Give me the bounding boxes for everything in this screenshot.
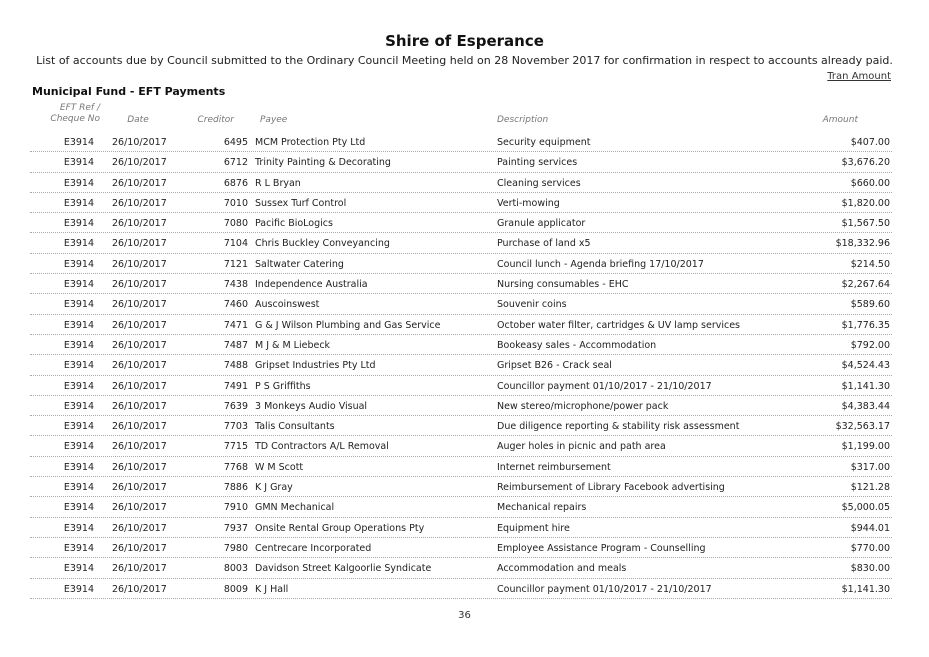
table-row: [30, 497, 892, 517]
cell-description: Verti-mowing: [497, 197, 560, 209]
cell-date: 26/10/2017: [112, 421, 167, 433]
cell-amount: $792.00: [850, 339, 890, 351]
cell-amount: $1,776.35: [841, 319, 890, 331]
table-row: [30, 254, 892, 274]
column-header-ref-line1: EFT Ref /: [59, 103, 100, 113]
cell-date: 26/10/2017: [112, 279, 167, 291]
cell-ref: E3914: [63, 299, 94, 311]
cell-ref: E3914: [63, 542, 94, 554]
cell-date: 26/10/2017: [112, 400, 167, 412]
column-header-creditor: Creditor: [197, 115, 234, 125]
cell-payee: R L Bryan: [255, 177, 301, 189]
cell-date: 26/10/2017: [112, 197, 167, 209]
cell-creditor: 7460: [223, 299, 248, 311]
cell-ref: E3914: [63, 137, 94, 148]
cell-creditor: 7010: [223, 197, 248, 209]
column-header-amount: Amount: [822, 115, 858, 125]
cell-creditor: 8003: [223, 563, 248, 575]
table-row: [30, 173, 892, 193]
cell-ref: E3914: [63, 522, 94, 534]
table-row: [30, 315, 892, 335]
cell-amount: $1,199.00: [841, 441, 890, 453]
cell-date: 26/10/2017: [112, 360, 167, 372]
cell-ref: E3914: [63, 461, 94, 473]
column-header-date: Date: [127, 115, 149, 125]
cell-date: 26/10/2017: [112, 482, 167, 494]
cell-amount: $589.60: [850, 299, 890, 311]
column-header-ref-line2: Cheque No: [50, 114, 100, 124]
cell-payee: Independence Australia: [255, 279, 368, 291]
cell-payee: TD Contractors A/L Removal: [255, 441, 389, 453]
cell-payee: K J Gray: [255, 482, 293, 494]
cell-creditor: 6712: [223, 157, 248, 169]
cell-creditor: 7471: [223, 319, 248, 331]
cell-ref: E3914: [63, 360, 94, 372]
cell-creditor: 7487: [223, 339, 248, 351]
cell-amount: $4,524.43: [841, 360, 890, 372]
cell-date: 26/10/2017: [112, 441, 167, 453]
cell-payee: Chris Buckley Conveyancing: [255, 238, 390, 250]
cell-creditor: 7104: [223, 238, 248, 250]
cell-description: Mechanical repairs: [497, 502, 587, 514]
table-row: [30, 457, 892, 477]
cell-payee: Davidson Street Kalgoorlie Syndicate: [255, 563, 432, 575]
cell-description: Councillor payment 01/10/2017 - 21/10/2017: [497, 380, 712, 392]
page-title: Shire of Esperance: [385, 32, 544, 50]
cell-ref: E3914: [63, 441, 94, 453]
cell-description: Bookeasy sales - Accommodation: [497, 339, 657, 351]
cell-ref: E3914: [63, 502, 94, 514]
table-row: [30, 477, 892, 497]
cell-description: Granule applicator: [497, 218, 586, 230]
cell-payee: Saltwater Catering: [255, 258, 344, 270]
cell-description: Painting services: [497, 157, 578, 169]
fund-heading: Municipal Fund - EFT Payments: [32, 85, 226, 98]
cell-description: Gripset B26 - Crack seal: [497, 360, 612, 372]
cell-description: New stereo/microphone/power pack: [497, 400, 669, 412]
cell-creditor: 6495: [223, 137, 248, 148]
cell-ref: E3914: [63, 380, 94, 392]
cell-payee: P S Griffiths: [255, 380, 311, 392]
cell-date: 26/10/2017: [112, 218, 167, 230]
cell-description: Council lunch - Agenda briefing 17/10/2017: [497, 258, 704, 270]
cell-payee: Gripset Industries Pty Ltd: [255, 360, 376, 372]
cell-payee: G & J Wilson Plumbing and Gas Service: [255, 319, 441, 331]
cell-creditor: 6876: [223, 177, 248, 189]
cell-amount: $660.00: [850, 177, 890, 189]
column-header-description: Description: [497, 115, 549, 125]
cell-ref: E3914: [63, 218, 94, 230]
cell-date: 26/10/2017: [112, 137, 167, 148]
cell-amount: $4,383.44: [841, 400, 890, 412]
cell-ref: E3914: [63, 279, 94, 291]
cell-ref: E3914: [63, 319, 94, 331]
table-row: [30, 355, 892, 375]
table-row: [30, 193, 892, 213]
cell-payee: Pacific BioLogics: [255, 218, 333, 230]
cell-payee: GMN Mechanical: [255, 502, 335, 514]
table-row: [30, 579, 892, 599]
column-header-ref: [32, 103, 100, 125]
cell-ref: E3914: [63, 258, 94, 270]
tran-amount-label: Tran Amount: [827, 71, 891, 82]
cell-amount: $32,563.17: [835, 421, 890, 433]
cell-date: 26/10/2017: [112, 542, 167, 554]
cell-amount: $214.50: [850, 258, 890, 270]
table-row: [30, 233, 892, 253]
cell-description: Employee Assistance Program - Counselling: [497, 542, 706, 554]
cell-creditor: 8009: [223, 583, 248, 595]
cell-creditor: 7488: [223, 360, 248, 372]
cell-amount: $18,332.96: [835, 238, 890, 250]
cell-creditor: 7080: [223, 218, 248, 230]
cell-creditor: 7703: [223, 421, 248, 433]
cell-creditor: 7910: [223, 502, 248, 514]
cell-creditor: 7980: [223, 542, 248, 554]
table-row: [30, 294, 892, 314]
cell-payee: Auscoinswest: [255, 299, 320, 311]
cell-description: Councillor payment 01/10/2017 - 21/10/2017: [497, 583, 712, 595]
cell-date: 26/10/2017: [112, 502, 167, 514]
cell-ref: E3914: [63, 197, 94, 209]
cell-ref: E3914: [63, 482, 94, 494]
cell-payee: W M Scott: [255, 461, 304, 473]
cell-date: 26/10/2017: [112, 522, 167, 534]
cell-description: Nursing consumables - EHC: [497, 279, 629, 291]
cell-date: 26/10/2017: [112, 380, 167, 392]
cell-ref: E3914: [63, 339, 94, 351]
cell-creditor: 7491: [223, 380, 248, 392]
cell-amount: $944.01: [850, 522, 890, 534]
cell-description: Reimbursement of Library Facebook advertising: [497, 482, 725, 494]
cell-payee: Talis Consultants: [255, 421, 335, 433]
cell-description: October water filter, cartridges & UV lamp services: [497, 319, 741, 331]
table-row: [30, 152, 892, 172]
cell-date: 26/10/2017: [112, 339, 167, 351]
page-subtitle: List of accounts due by Council submitted to the Ordinary Council Meeting held on 28 November 2017 for confirmation in respect to accounts already paid.: [36, 54, 893, 67]
cell-ref: E3914: [63, 177, 94, 189]
cell-payee: Onsite Rental Group Operations Pty: [255, 522, 425, 534]
cell-date: 26/10/2017: [112, 299, 167, 311]
cell-creditor: 7121: [223, 258, 248, 270]
cell-creditor: 7886: [223, 482, 248, 494]
table-row: [30, 396, 892, 416]
cell-creditor: 7438: [223, 279, 248, 291]
cell-date: 26/10/2017: [112, 319, 167, 331]
cell-payee: Sussex Turf Control: [255, 197, 347, 209]
cell-payee: MCM Protection Pty Ltd: [255, 137, 366, 148]
cell-amount: $1,141.30: [841, 380, 890, 392]
cell-amount: $2,267.64: [841, 279, 890, 291]
cell-date: 26/10/2017: [112, 461, 167, 473]
cell-payee: 3 Monkeys Audio Visual: [255, 400, 368, 412]
cell-payee: Centrecare Incorporated: [255, 542, 372, 554]
table-row: [30, 335, 892, 355]
cell-amount: $1,567.50: [841, 218, 890, 230]
cell-description: Internet reimbursement: [497, 461, 611, 473]
cell-ref: E3914: [63, 421, 94, 433]
cell-description: Auger holes in picnic and path area: [497, 441, 666, 453]
cell-description: Equipment hire: [497, 522, 570, 534]
cell-creditor: 7715: [223, 441, 248, 453]
cell-ref: E3914: [63, 563, 94, 575]
table-row: [30, 132, 892, 152]
cell-ref: E3914: [63, 400, 94, 412]
cell-amount: $1,820.00: [841, 197, 890, 209]
table-row: [30, 376, 892, 396]
table-row: [30, 213, 892, 233]
cell-amount: $830.00: [850, 563, 890, 575]
cell-date: 26/10/2017: [112, 157, 167, 169]
cell-creditor: 7768: [223, 461, 248, 473]
cell-creditor: 7937: [223, 522, 248, 534]
table-row: [30, 416, 892, 436]
cell-description: Due diligence reporting & stability risk assessment: [497, 421, 740, 433]
cell-amount: $5,000.05: [841, 502, 890, 514]
cell-amount: $121.28: [850, 482, 890, 494]
cell-ref: E3914: [63, 238, 94, 250]
cell-date: 26/10/2017: [112, 583, 167, 595]
cell-description: Purchase of land x5: [497, 238, 591, 250]
cell-creditor: 7639: [223, 400, 248, 412]
cell-payee: K J Hall: [255, 583, 289, 595]
table-row: [30, 518, 892, 538]
cell-description: Accommodation and meals: [497, 563, 627, 575]
cell-description: Security equipment: [497, 137, 591, 148]
cell-ref: E3914: [63, 583, 94, 595]
table-row: [30, 558, 892, 578]
cell-amount: $770.00: [850, 542, 890, 554]
table-row: [30, 436, 892, 456]
cell-payee: M J & M Liebeck: [255, 339, 331, 351]
column-header-payee: Payee: [260, 115, 288, 125]
cell-ref: E3914: [63, 157, 94, 169]
cell-description: Cleaning services: [497, 177, 581, 189]
page-number: 36: [458, 610, 471, 621]
cell-amount: $1,141.30: [841, 583, 890, 595]
cell-date: 26/10/2017: [112, 238, 167, 250]
payments-table: [30, 132, 892, 599]
cell-amount: $3,676.20: [841, 157, 890, 169]
table-row: [30, 274, 892, 294]
cell-date: 26/10/2017: [112, 563, 167, 575]
table-row: [30, 538, 892, 558]
cell-date: 26/10/2017: [112, 258, 167, 270]
cell-description: Souvenir coins: [497, 299, 567, 311]
cell-amount: $317.00: [850, 461, 890, 473]
cell-payee: Trinity Painting & Decorating: [255, 157, 391, 169]
cell-amount: $407.00: [850, 137, 890, 148]
cell-date: 26/10/2017: [112, 177, 167, 189]
